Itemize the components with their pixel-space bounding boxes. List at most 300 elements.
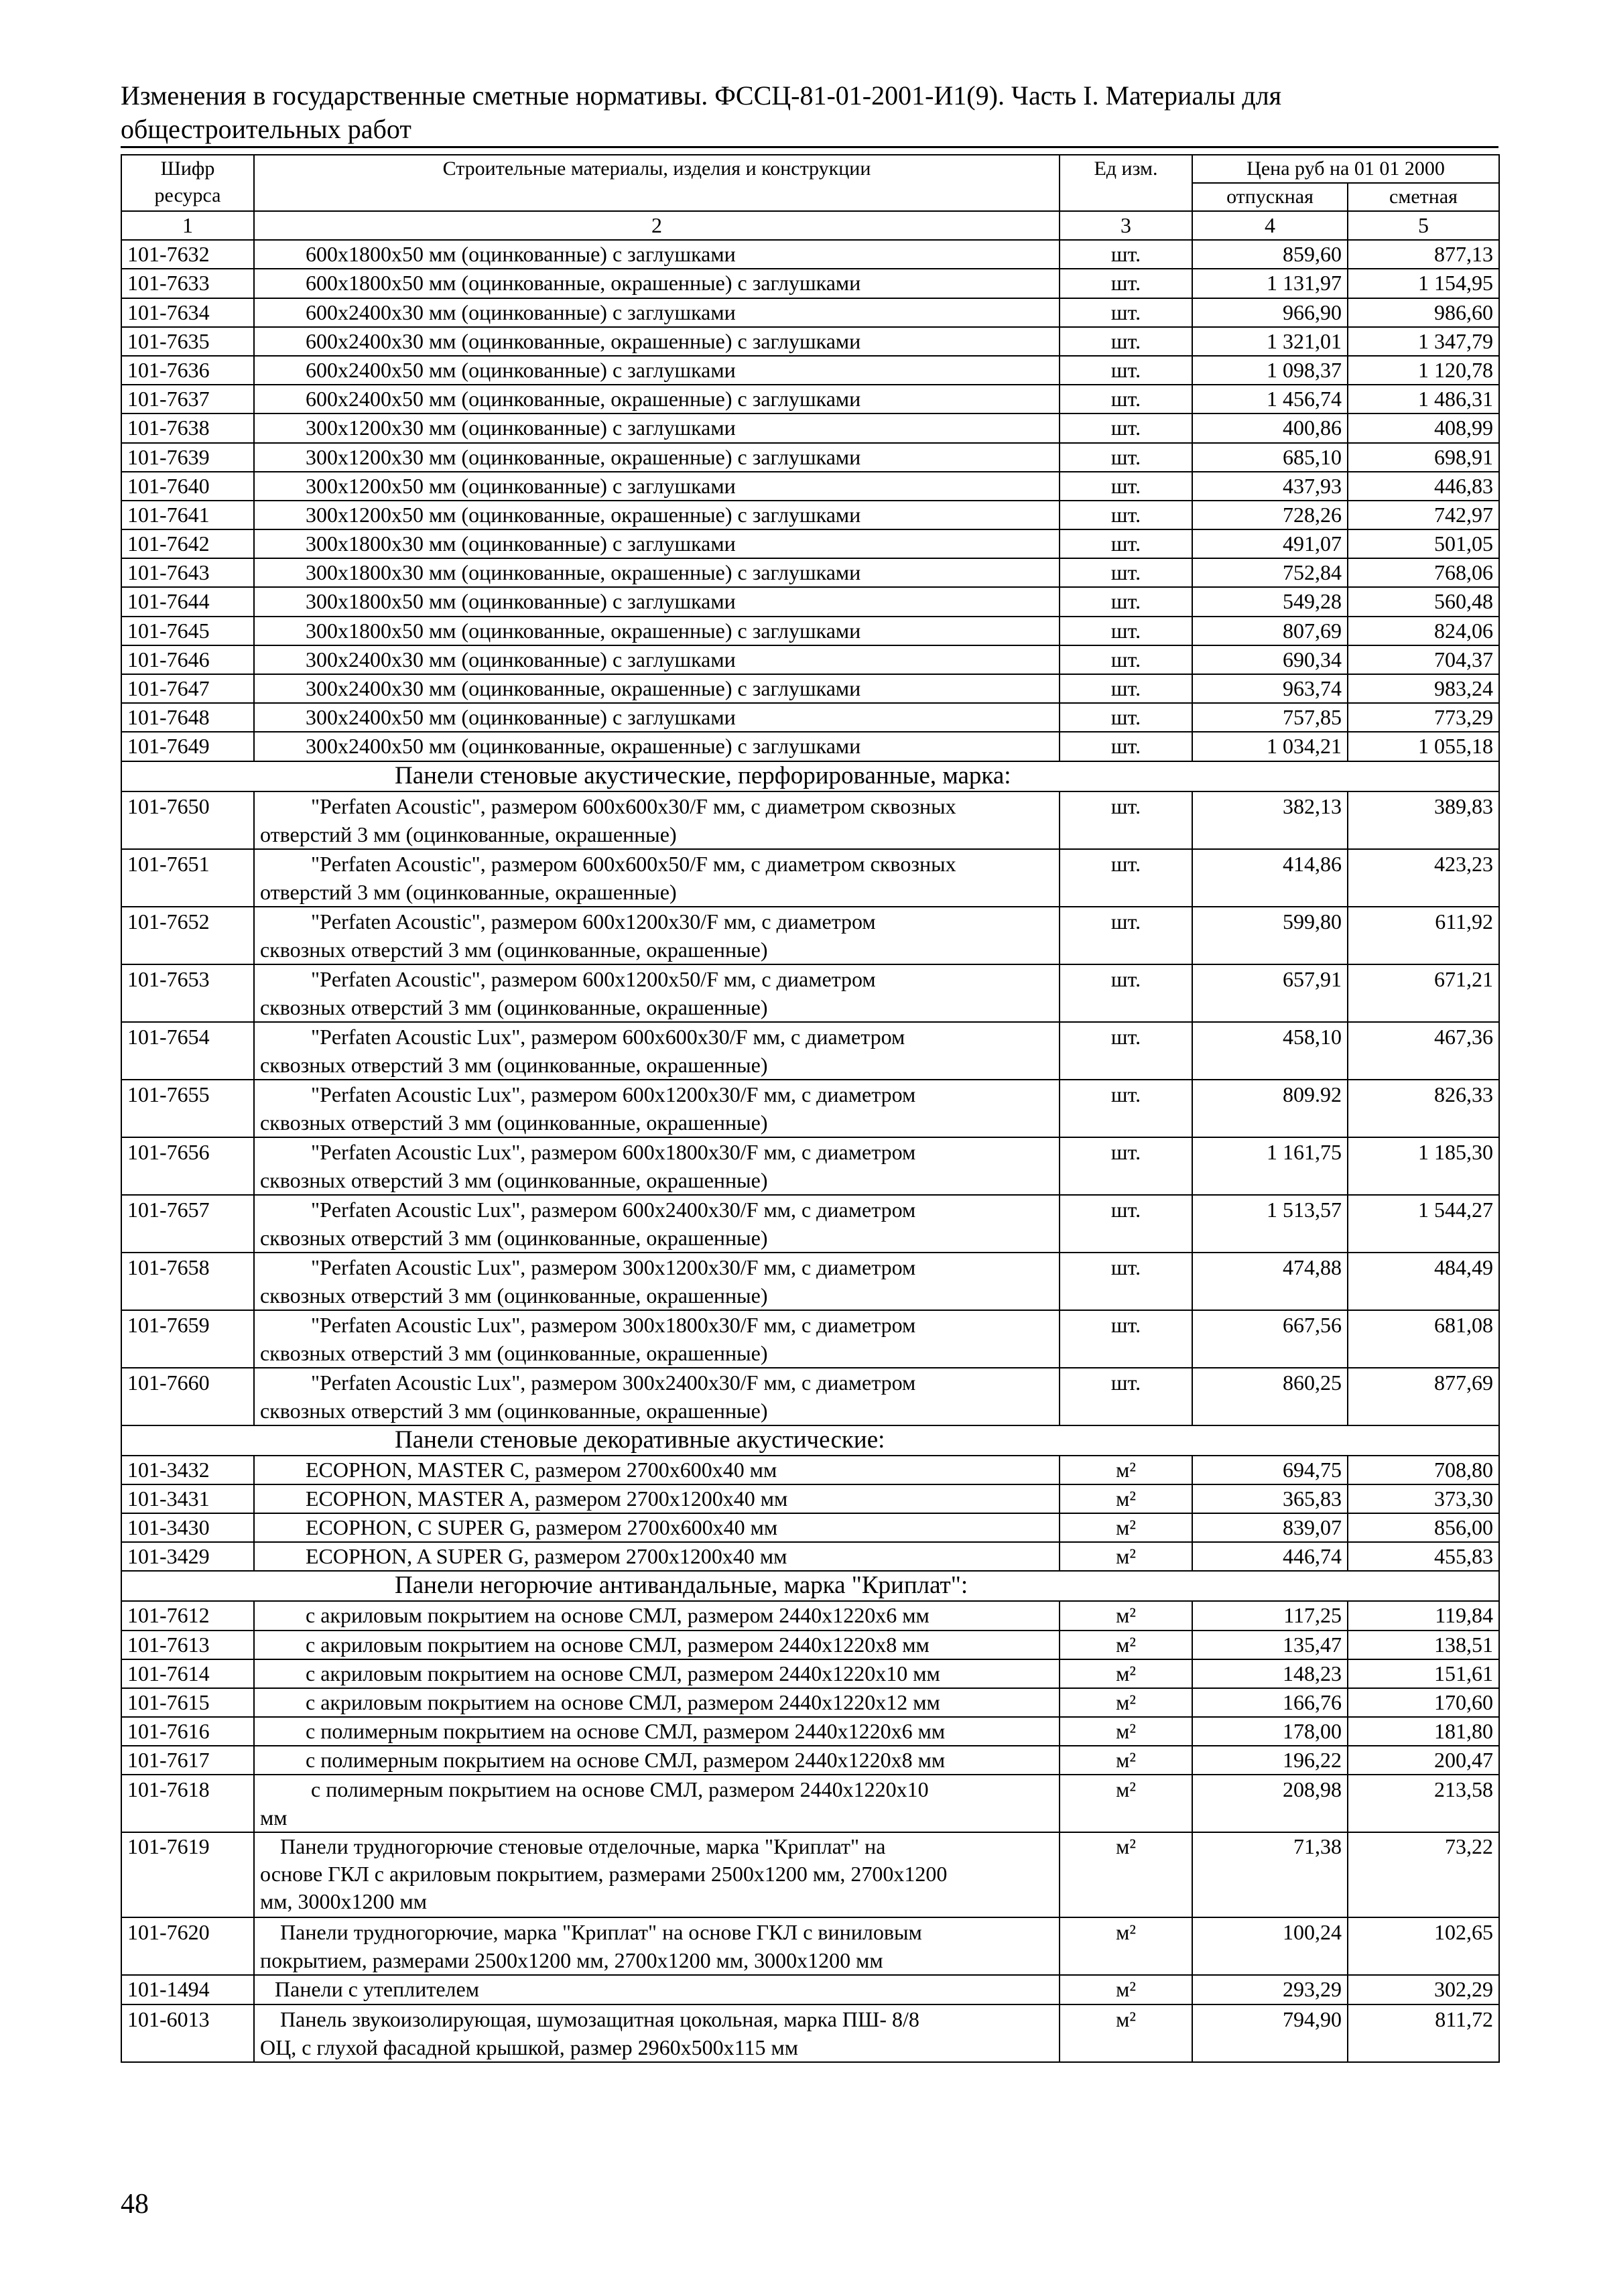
column-number: 4: [1192, 211, 1348, 240]
unit-of-measure: м²: [1060, 1746, 1192, 1775]
table-row: [121, 703, 1499, 732]
material-name-line: "Perfaten Acoustic Lux", размером 300x1200x30/F мм, с диаметром: [311, 1255, 916, 1279]
resource-code: 101-7648: [121, 703, 254, 732]
unit-of-measure: м²: [1060, 2004, 1192, 2062]
material-name: [254, 2004, 1060, 2062]
release-price: 549,28: [1192, 587, 1348, 616]
release-price: 752,84: [1192, 558, 1348, 587]
material-name: 600x1800x50 мм (оцинкованные, окрашенные) с заглушками: [254, 269, 1060, 298]
release-price: 100,24: [1192, 1917, 1348, 1975]
release-price: 148,23: [1192, 1659, 1348, 1688]
resource-code: 101-7657: [121, 1195, 254, 1253]
estimate-price: 1 486,31: [1348, 385, 1499, 413]
estimate-price: 213,58: [1348, 1775, 1499, 1832]
resource-code: 101-3429: [121, 1542, 254, 1571]
resource-code: 101-7616: [121, 1717, 254, 1746]
material-name: ECOPHON, MASTER A, размером 2700x1200x40 мм: [254, 1484, 1060, 1513]
material-name: с акриловым покрытием на основе СМЛ, размером 2440x1220x8 мм: [254, 1631, 1060, 1659]
header-price: Цена руб на 01 01 2000: [1192, 155, 1499, 183]
release-price: 135,47: [1192, 1631, 1348, 1659]
material-name: 300x1200x30 мм (оцинкованные, окрашенные) с заглушками: [254, 443, 1060, 472]
estimate-price: 1 347,79: [1348, 327, 1499, 356]
release-price: 1 098,37: [1192, 356, 1348, 385]
estimate-price: 1 154,95: [1348, 269, 1499, 298]
material-name-line: с полимерным покрытием на основе СМЛ, размером 2440x1220x10: [311, 1777, 929, 1802]
resource-code: 101-7651: [121, 849, 254, 907]
material-name: [254, 1775, 1060, 1832]
resource-code: 101-7612: [121, 1601, 254, 1630]
release-price: 657,91: [1192, 964, 1348, 1022]
estimate-price: 467,36: [1348, 1022, 1499, 1080]
material-name: ECOPHON, C SUPER G, размером 2700x600x40 мм: [254, 1513, 1060, 1542]
page-header: [121, 79, 1494, 146]
table-header-row: [121, 155, 1499, 183]
estimate-price: 484,49: [1348, 1253, 1499, 1310]
material-name: 600x2400x30 мм (оцинкованные, окрашенные) с заглушками: [254, 327, 1060, 356]
material-name: 300x1200x50 мм (оцинкованные) с заглушками: [254, 472, 1060, 501]
estimate-price: 389,83: [1348, 791, 1499, 849]
section-row: [121, 1571, 1499, 1601]
material-name-line: сквозных отверстий 3 мм (оцинкованные, окрашенные): [260, 1398, 768, 1423]
unit-of-measure: м²: [1060, 1631, 1192, 1659]
material-name-line: основе ГКЛ с акриловым покрытием, размерами 2500x1200 мм, 2700x1200: [260, 1862, 948, 1887]
material-name: 300x1800x50 мм (оцинкованные, окрашенные) с заглушками: [254, 617, 1060, 645]
resource-code: 101-7634: [121, 298, 254, 327]
material-name-line: "Perfaten Acoustic Lux", размером 300x2400x30/F мм, с диаметром: [311, 1370, 916, 1395]
section-spacer: [121, 1425, 254, 1456]
estimate-price: 373,30: [1348, 1484, 1499, 1513]
table-row: [121, 1659, 1499, 1688]
table-row: [121, 1601, 1499, 1630]
column-number: 3: [1060, 211, 1192, 240]
release-price: 166,76: [1192, 1688, 1348, 1717]
unit-of-measure: м²: [1060, 1484, 1192, 1513]
material-name-line: отверстий 3 мм (оцинкованные, окрашенные): [260, 822, 677, 846]
material-name: [254, 1368, 1060, 1425]
material-name: 300x2400x50 мм (оцинкованные, окрашенные) с заглушками: [254, 732, 1060, 761]
table-row: [121, 413, 1499, 442]
estimate-price: 73,22: [1348, 1832, 1499, 1917]
estimate-price: 811,72: [1348, 2004, 1499, 2062]
unit-of-measure: м²: [1060, 1601, 1192, 1630]
material-name-line: "Perfaten Acoustic Lux", размером 600x2400x30/F мм, с диаметром: [311, 1197, 916, 1222]
resource-code: 101-3431: [121, 1484, 254, 1513]
material-name: [254, 1137, 1060, 1195]
release-price: 1 131,97: [1192, 269, 1348, 298]
material-name: 300x2400x30 мм (оцинкованные, окрашенные) с заглушками: [254, 674, 1060, 703]
column-number-row: [121, 211, 1499, 240]
release-price: 794,90: [1192, 2004, 1348, 2062]
material-name-line: сквозных отверстий 3 мм (оцинкованные, окрашенные): [260, 995, 768, 1019]
material-name-line: отверстий 3 мм (оцинкованные, окрашенные): [260, 879, 677, 904]
table-row: [121, 1917, 1499, 1975]
unit-of-measure: шт.: [1060, 501, 1192, 529]
resource-code: 101-3432: [121, 1456, 254, 1484]
estimate-price: 119,84: [1348, 1601, 1499, 1630]
estimate-price: 768,06: [1348, 558, 1499, 587]
material-name: 300x1200x30 мм (оцинкованные) с заглушками: [254, 413, 1060, 442]
unit-of-measure: шт.: [1060, 1080, 1192, 1137]
material-name: ECOPHON, A SUPER G, размером 2700x1200x40 мм: [254, 1542, 1060, 1571]
column-number: 2: [254, 211, 1060, 240]
material-name-line: сквозных отверстий 3 мм (оцинкованные, окрашенные): [260, 1225, 768, 1250]
table-row: [121, 1513, 1499, 1542]
estimate-price: 1 544,27: [1348, 1195, 1499, 1253]
unit-of-measure: шт.: [1060, 1253, 1192, 1310]
resource-code: 101-7656: [121, 1137, 254, 1195]
table-row: [121, 327, 1499, 356]
table-row: [121, 849, 1499, 907]
section-row: [121, 1425, 1499, 1456]
section-row: [121, 761, 1499, 791]
table-row: [121, 2004, 1499, 2062]
table-row: [121, 1775, 1499, 1832]
release-price: 414,86: [1192, 849, 1348, 907]
resource-code: 101-7619: [121, 1832, 254, 1917]
material-name: [254, 1917, 1060, 1975]
unit-of-measure: м²: [1060, 1659, 1192, 1688]
unit-of-measure: шт.: [1060, 240, 1192, 269]
column-number: 5: [1348, 211, 1499, 240]
section-title: Панели стеновые акустические, перфорированные, марка:: [254, 761, 1499, 791]
release-price: 757,85: [1192, 703, 1348, 732]
material-name-line: сквозных отверстий 3 мм (оцинкованные, окрашенные): [260, 1167, 768, 1192]
release-price: 728,26: [1192, 501, 1348, 529]
estimate-price: 742,97: [1348, 501, 1499, 529]
material-name-line: сквозных отверстий 3 мм (оцинкованные, окрашенные): [260, 1110, 768, 1135]
release-price: 690,34: [1192, 645, 1348, 674]
material-name-line: сквозных отверстий 3 мм (оцинкованные, окрашенные): [260, 1052, 768, 1077]
release-price: 196,22: [1192, 1746, 1348, 1775]
resource-code: 101-7647: [121, 674, 254, 703]
header-code: Шифр ресурса: [121, 155, 254, 211]
header-title-line-2: общестроительных работ: [121, 114, 411, 144]
material-name: 300x2400x30 мм (оцинкованные) с заглушками: [254, 645, 1060, 674]
unit-of-measure: шт.: [1060, 732, 1192, 761]
material-name: Панели с утеплителем: [254, 1975, 1060, 2004]
table-row: [121, 674, 1499, 703]
resource-code: 101-7660: [121, 1368, 254, 1425]
unit-of-measure: шт.: [1060, 413, 1192, 442]
table-row: [121, 1310, 1499, 1368]
resource-code: 101-7637: [121, 385, 254, 413]
estimate-price: 671,21: [1348, 964, 1499, 1022]
estimate-price: 138,51: [1348, 1631, 1499, 1659]
resource-code: 101-7613: [121, 1631, 254, 1659]
table-row: [121, 617, 1499, 645]
material-name-line: "Perfaten Acoustic", размером 600x600x30/F мм, с диаметром сквозных: [311, 793, 956, 818]
header-estimate-price: сметная: [1348, 183, 1499, 211]
estimate-price: 151,61: [1348, 1659, 1499, 1688]
unit-of-measure: шт.: [1060, 587, 1192, 616]
estimate-price: 681,08: [1348, 1310, 1499, 1368]
material-name: [254, 1253, 1060, 1310]
table-row: [121, 356, 1499, 385]
resource-code: 101-6013: [121, 2004, 254, 2062]
table-row: [121, 558, 1499, 587]
release-price: 1 034,21: [1192, 732, 1348, 761]
unit-of-measure: м²: [1060, 1832, 1192, 1917]
material-name: [254, 791, 1060, 849]
table-row: [121, 732, 1499, 761]
unit-of-measure: шт.: [1060, 907, 1192, 964]
material-name-line: мм: [260, 1805, 287, 1830]
resource-code: 101-7643: [121, 558, 254, 587]
material-name-line: сквозных отверстий 3 мм (оцинкованные, окрашенные): [260, 1340, 768, 1365]
resource-code: 101-7633: [121, 269, 254, 298]
material-name: 300x1800x30 мм (оцинкованные) с заглушками: [254, 529, 1060, 558]
unit-of-measure: шт.: [1060, 1137, 1192, 1195]
unit-of-measure: шт.: [1060, 703, 1192, 732]
release-price: 71,38: [1192, 1832, 1348, 1917]
resource-code: 101-7617: [121, 1746, 254, 1775]
unit-of-measure: шт.: [1060, 849, 1192, 907]
release-price: 293,29: [1192, 1975, 1348, 2004]
material-name: 300x1200x50 мм (оцинкованные, окрашенные) с заглушками: [254, 501, 1060, 529]
table-row: [121, 587, 1499, 616]
release-price: 839,07: [1192, 1513, 1348, 1542]
section-spacer: [121, 1571, 254, 1601]
unit-of-measure: м²: [1060, 1917, 1192, 1975]
release-price: 809.92: [1192, 1080, 1348, 1137]
table-row: [121, 1484, 1499, 1513]
estimate-price: 1 055,18: [1348, 732, 1499, 761]
resource-code: 101-7615: [121, 1688, 254, 1717]
release-price: 859,60: [1192, 240, 1348, 269]
resource-code: 101-7646: [121, 645, 254, 674]
estimate-price: 826,33: [1348, 1080, 1499, 1137]
estimate-price: 446,83: [1348, 472, 1499, 501]
release-price: 685,10: [1192, 443, 1348, 472]
table-row: [121, 1631, 1499, 1659]
estimate-price: 408,99: [1348, 413, 1499, 442]
estimate-price: 102,65: [1348, 1917, 1499, 1975]
release-price: 365,83: [1192, 1484, 1348, 1513]
release-price: 178,00: [1192, 1717, 1348, 1746]
table-row: [121, 472, 1499, 501]
estimate-price: 698,91: [1348, 443, 1499, 472]
estimate-price: 877,13: [1348, 240, 1499, 269]
section-title: Панели негорючие антивандальные, марка "Криплат":: [254, 1571, 1499, 1601]
table-row: [121, 1456, 1499, 1484]
material-name-line: "Perfaten Acoustic Lux", размером 600x1800x30/F мм, с диаметром: [311, 1139, 916, 1164]
material-name: 600x2400x50 мм (оцинкованные, окрашенные) с заглушками: [254, 385, 1060, 413]
resource-code: 101-7645: [121, 617, 254, 645]
resource-code: 101-7636: [121, 356, 254, 385]
table-row: [121, 443, 1499, 472]
resource-code: 101-7652: [121, 907, 254, 964]
material-name: с акриловым покрытием на основе СМЛ, размером 2440x1220x10 мм: [254, 1659, 1060, 1688]
material-name-line: Панель звукоизолирующая, шумозащитная цокольная, марка ПШ- 8/8: [280, 2006, 919, 2031]
estimate-price: 302,29: [1348, 1975, 1499, 2004]
resource-code: 101-7638: [121, 413, 254, 442]
estimate-price: 1 185,30: [1348, 1137, 1499, 1195]
resource-code: 101-7620: [121, 1917, 254, 1975]
material-name-line: мм, 3000x1200 мм: [260, 1889, 427, 1914]
unit-of-measure: шт.: [1060, 356, 1192, 385]
material-name: [254, 964, 1060, 1022]
material-name: с акриловым покрытием на основе СМЛ, размером 2440x1220x12 мм: [254, 1688, 1060, 1717]
table-row: [121, 1022, 1499, 1080]
unit-of-measure: м²: [1060, 1542, 1192, 1571]
section-title: Панели стеновые декоративные акустические:: [254, 1425, 1499, 1456]
estimate-price: 560,48: [1348, 587, 1499, 616]
material-name: [254, 1195, 1060, 1253]
header-title-line-1: Изменения в государственные сметные нормативы. ФССЦ-81-01-2001-И1(9). Часть I. Материалы для: [121, 80, 1282, 111]
material-name: [254, 1080, 1060, 1137]
table-row: [121, 1137, 1499, 1195]
material-name: 600x2400x50 мм (оцинкованные) с заглушками: [254, 356, 1060, 385]
release-price: 667,56: [1192, 1310, 1348, 1368]
estimate-price: 983,24: [1348, 674, 1499, 703]
unit-of-measure: шт.: [1060, 1195, 1192, 1253]
release-price: 807,69: [1192, 617, 1348, 645]
estimate-price: 200,47: [1348, 1746, 1499, 1775]
release-price: 1 161,75: [1192, 1137, 1348, 1195]
unit-of-measure: шт.: [1060, 472, 1192, 501]
header-name: Строительные материалы, изделия и конструкции: [254, 155, 1060, 211]
unit-of-measure: м²: [1060, 1717, 1192, 1746]
estimate-price: 455,83: [1348, 1542, 1499, 1571]
material-name: ECOPHON, MASTER C, размером 2700x600x40 мм: [254, 1456, 1060, 1484]
release-price: 966,90: [1192, 298, 1348, 327]
unit-of-measure: шт.: [1060, 617, 1192, 645]
material-name: 300x1800x30 мм (оцинкованные, окрашенные) с заглушками: [254, 558, 1060, 587]
unit-of-measure: м²: [1060, 1775, 1192, 1832]
table-row: [121, 529, 1499, 558]
material-name: [254, 1310, 1060, 1368]
release-price: 1 321,01: [1192, 327, 1348, 356]
release-price: 599,80: [1192, 907, 1348, 964]
table-row: [121, 1253, 1499, 1310]
material-name: [254, 1832, 1060, 1917]
material-name: [254, 907, 1060, 964]
unit-of-measure: м²: [1060, 1456, 1192, 1484]
release-price: 1 456,74: [1192, 385, 1348, 413]
release-price: 474,88: [1192, 1253, 1348, 1310]
header-release-price: отпускная: [1192, 183, 1348, 211]
table-row: [121, 1368, 1499, 1425]
price-table: [121, 154, 1500, 2063]
release-price: 117,25: [1192, 1601, 1348, 1630]
table-row: [121, 645, 1499, 674]
material-name: с акриловым покрытием на основе СМЛ, размером 2440x1220x6 мм: [254, 1601, 1060, 1630]
unit-of-measure: шт.: [1060, 645, 1192, 674]
estimate-price: 986,60: [1348, 298, 1499, 327]
unit-of-measure: шт.: [1060, 791, 1192, 849]
unit-of-measure: шт.: [1060, 327, 1192, 356]
release-price: 446,74: [1192, 1542, 1348, 1571]
release-price: 694,75: [1192, 1456, 1348, 1484]
estimate-price: 423,23: [1348, 849, 1499, 907]
estimate-price: 856,00: [1348, 1513, 1499, 1542]
material-name-line: "Perfaten Acoustic", размером 600x1200x50/F мм, с диаметром: [311, 966, 876, 991]
material-name-line: "Perfaten Acoustic Lux", размером 300x1800x30/F мм, с диаметром: [311, 1312, 916, 1337]
resource-code: 101-7653: [121, 964, 254, 1022]
unit-of-measure: шт.: [1060, 1368, 1192, 1425]
table-row: [121, 1195, 1499, 1253]
header-rule: [121, 146, 1498, 148]
unit-of-measure: шт.: [1060, 674, 1192, 703]
material-name-line: ОЦ, с глухой фасадной крышкой, размер 2960x500x115 мм: [260, 2035, 798, 2059]
estimate-price: 708,80: [1348, 1456, 1499, 1484]
table-row: [121, 1688, 1499, 1717]
material-name-line: "Perfaten Acoustic", размером 600x1200x30/F мм, с диаметром: [311, 909, 876, 934]
resource-code: 101-7658: [121, 1253, 254, 1310]
unit-of-measure: шт.: [1060, 558, 1192, 587]
material-name: [254, 849, 1060, 907]
material-name-line: Панели трудногорючие стеновые отделочные, марка "Криплат" на: [280, 1834, 886, 1859]
resource-code: 101-7640: [121, 472, 254, 501]
table-row: [121, 298, 1499, 327]
resource-code: 101-7655: [121, 1080, 254, 1137]
estimate-price: 501,05: [1348, 529, 1499, 558]
table-row: [121, 907, 1499, 964]
material-name-line: "Perfaten Acoustic", размером 600x600x50/F мм, с диаметром сквозных: [311, 851, 956, 876]
unit-of-measure: шт.: [1060, 298, 1192, 327]
resource-code: 101-7632: [121, 240, 254, 269]
estimate-price: 773,29: [1348, 703, 1499, 732]
estimate-price: 170,60: [1348, 1688, 1499, 1717]
column-number: 1: [121, 211, 254, 240]
table-row: [121, 1975, 1499, 2004]
table-row: [121, 240, 1499, 269]
material-name-line: "Perfaten Acoustic Lux", размером 600x1200x30/F мм, с диаметром: [311, 1082, 916, 1106]
estimate-price: 611,92: [1348, 907, 1499, 964]
section-spacer: [121, 761, 254, 791]
material-name-line: сквозных отверстий 3 мм (оцинкованные, окрашенные): [260, 1283, 768, 1308]
table-row: [121, 269, 1499, 298]
release-price: 382,13: [1192, 791, 1348, 849]
resource-code: 101-3430: [121, 1513, 254, 1542]
unit-of-measure: шт.: [1060, 529, 1192, 558]
material-name: 600x1800x50 мм (оцинкованные) с заглушками: [254, 240, 1060, 269]
estimate-price: 181,80: [1348, 1717, 1499, 1746]
release-price: 400,86: [1192, 413, 1348, 442]
resource-code: 101-7659: [121, 1310, 254, 1368]
table-row: [121, 1717, 1499, 1746]
table-row: [121, 1080, 1499, 1137]
table-row: [121, 501, 1499, 529]
material-name: 300x2400x50 мм (оцинкованные) с заглушками: [254, 703, 1060, 732]
resource-code: 101-7618: [121, 1775, 254, 1832]
material-name: 300x1800x50 мм (оцинкованные) с заглушками: [254, 587, 1060, 616]
material-name-line: "Perfaten Acoustic Lux", размером 600x600x30/F мм, с диаметром: [311, 1024, 905, 1049]
release-price: 1 513,57: [1192, 1195, 1348, 1253]
estimate-price: 824,06: [1348, 617, 1499, 645]
unit-of-measure: м²: [1060, 1688, 1192, 1717]
unit-of-measure: м²: [1060, 1513, 1192, 1542]
material-name: с полимерным покрытием на основе СМЛ, размером 2440x1220x8 мм: [254, 1746, 1060, 1775]
material-name: с полимерным покрытием на основе СМЛ, размером 2440x1220x6 мм: [254, 1717, 1060, 1746]
table-row: [121, 964, 1499, 1022]
unit-of-measure: шт.: [1060, 1310, 1192, 1368]
resource-code: 101-7641: [121, 501, 254, 529]
unit-of-measure: м²: [1060, 1975, 1192, 2004]
release-price: 963,74: [1192, 674, 1348, 703]
resource-code: 101-7654: [121, 1022, 254, 1080]
release-price: 208,98: [1192, 1775, 1348, 1832]
unit-of-measure: шт.: [1060, 1022, 1192, 1080]
material-name-line: Панели трудногорючие, марка "Криплат" на основе ГКЛ с виниловым: [280, 1920, 922, 1945]
resource-code: 101-7639: [121, 443, 254, 472]
resource-code: 101-7642: [121, 529, 254, 558]
table-row: [121, 1542, 1499, 1571]
resource-code: 101-1494: [121, 1975, 254, 2004]
table-row: [121, 1746, 1499, 1775]
unit-of-measure: шт.: [1060, 964, 1192, 1022]
release-price: 437,93: [1192, 472, 1348, 501]
